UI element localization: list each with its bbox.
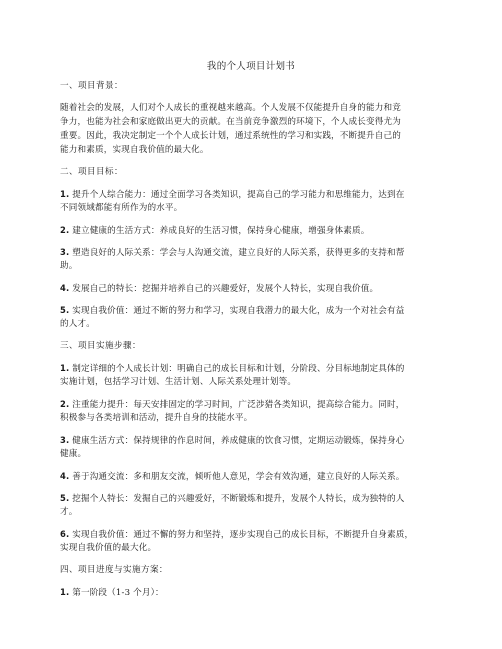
item-continuation: 助。 — [60, 261, 78, 271]
section-heading-background: 一、项目背景： — [60, 81, 123, 91]
list-item — [60, 282, 450, 295]
list-item — [60, 362, 450, 375]
paragraph-line: 能力和素质，实现自我价值的最大化。 — [60, 145, 209, 155]
list-item — [60, 528, 450, 541]
item-continuation: 才。 — [60, 507, 78, 517]
section-heading-steps: 三、项目实施步骤： — [60, 341, 141, 351]
list-item — [60, 188, 450, 201]
item-number: 1. — [60, 587, 70, 597]
item-number: 6. — [60, 529, 70, 539]
item-number: 3. — [60, 247, 70, 257]
item-number: 2. — [60, 399, 70, 409]
list-item — [60, 492, 450, 505]
item-continuation: 的人才。 — [60, 319, 95, 329]
item-text: 健康生活方式：保持规律的作息时间，养成健康的饮食习惯，定期运动锻炼，保持身心 — [72, 436, 405, 446]
item-number: 4. — [60, 471, 70, 481]
list-item — [60, 304, 450, 317]
list-item — [60, 224, 450, 237]
item-continuation: 实施计划，包括学习计划、生活计划、人际关系处理计划等。 — [60, 377, 297, 387]
item-number: 3. — [60, 435, 70, 445]
list-item — [60, 246, 450, 259]
item-number: 1. — [60, 363, 70, 373]
item-text: 建立健康的生活方式：养成良好的生活习惯，保持身心健康，增强身体素质。 — [72, 226, 370, 236]
item-text: 塑造良好的人际关系：学会与人沟通交流，建立良好的人际关系，获得更多的支持和帮 — [72, 248, 405, 258]
item-number: 5. — [60, 305, 70, 315]
item-continuation: 不同领域都能有所作为的水平。 — [60, 203, 183, 213]
item-text: 第一阶段（1-3 个月）： — [72, 588, 164, 598]
item-number: 2. — [60, 225, 70, 235]
paragraph-line: 争力，也能为社会和家庭做出更大的贡献。在当前竞争激烈的环境下，个人成长变得尤为 — [60, 117, 402, 127]
section-heading-goals: 二、项目目标： — [60, 167, 123, 177]
paragraph-line: 重要。因此，我决定制定一个个人成长计划，通过系统性的学习和实践，不断提升自己的 — [60, 131, 402, 141]
item-number: 4. — [60, 283, 70, 293]
item-number: 1. — [60, 189, 70, 199]
paragraph-line: 随着社会的发展，人们对个人成长的重视越来越高。个人发展不仅能提升自身的能力和竞 — [60, 103, 402, 113]
list-item — [60, 586, 450, 599]
item-continuation: 实现自我价值的最大化。 — [60, 543, 157, 553]
item-text: 实现自我价值：通过不断的努力和学习，实现自我潜力的最大化，成为一个对社会有益 — [72, 306, 405, 316]
item-continuation: 健康。 — [60, 449, 87, 459]
list-item — [60, 470, 450, 483]
item-number: 5. — [60, 493, 70, 503]
item-continuation: 积极参与各类培训和活动，提升自身的技能水平。 — [60, 413, 253, 423]
section-heading-schedule: 四、项目进度与实施方案： — [60, 565, 168, 575]
item-text: 实现自我价值：通过不懈的努力和坚持，逐步实现自己的成长目标，不断提升自身素质， — [72, 530, 414, 540]
item-text: 提升个人综合能力：通过全面学习各类知识，提高自己的学习能力和思维能力，达到在 — [72, 190, 405, 200]
item-text: 发展自己的特长：挖掘并培养自己的兴趣爱好，发展个人特长，实现自我价值。 — [72, 284, 379, 294]
list-item — [60, 398, 450, 411]
item-text: 注重能力提升：每天安排固定的学习时间，广泛涉猎各类知识，提高综合能力。同时， — [72, 400, 405, 410]
document-title: 我的个人项目计划书 — [206, 61, 296, 72]
item-text: 挖掘个人特长：发掘自己的兴趣爱好，不断锻炼和提升，发展个人特长，成为独特的人 — [72, 494, 405, 504]
list-item — [60, 434, 450, 447]
item-text: 善于沟通交流：多和朋友交流，倾听他人意见，学会有效沟通，建立良好的人际关系。 — [72, 472, 405, 482]
item-text: 制定详细的个人成长计划：明确自己的成长目标和计划，分阶段、分目标地制定具体的 — [72, 364, 405, 374]
